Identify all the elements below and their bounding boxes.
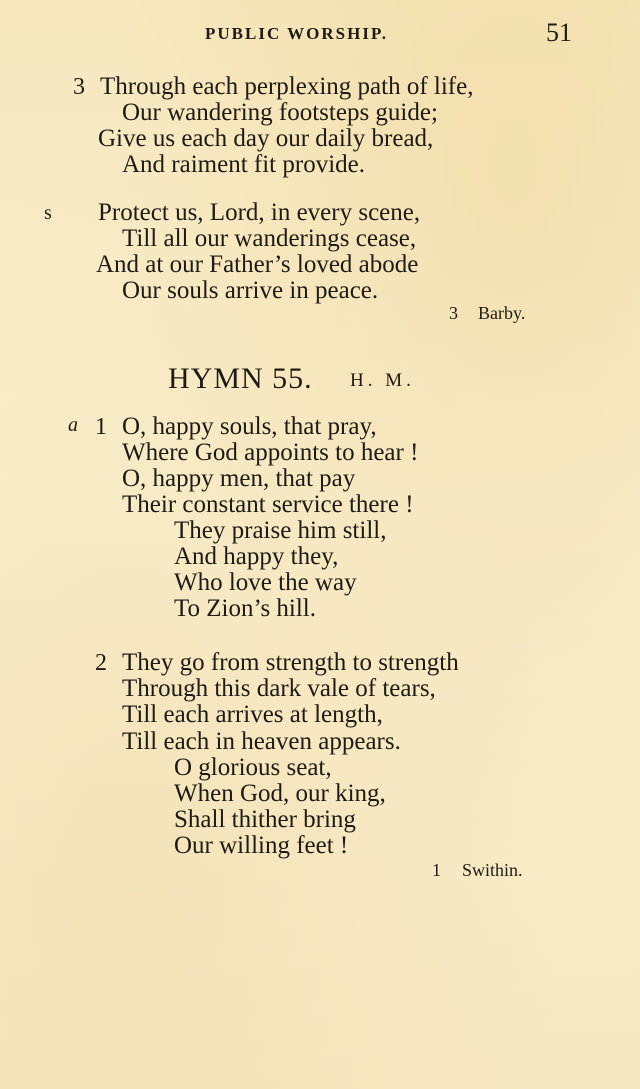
verse-line: They praise him still, <box>174 517 387 544</box>
tune-name: Swithin. <box>462 860 523 880</box>
verse-line: To Zion’s hill. <box>174 595 317 622</box>
verse-line: Where God appoints to hear ! <box>122 439 419 466</box>
page-number: 51 <box>546 18 572 47</box>
verse-line: Till each in heaven appears. <box>122 728 401 755</box>
dynamic-mark: s <box>44 202 52 224</box>
verse-line: O, happy men, that pay <box>122 465 356 492</box>
hymn-title: HYMN 55. <box>168 362 313 395</box>
verse-line: Who love the way <box>174 569 357 596</box>
tune-name: Barby. <box>478 303 526 323</box>
verse-line: Shall thither bring <box>174 806 356 833</box>
hymn-meter: H. M. <box>350 370 415 391</box>
verse-line: Till all our wanderings cease, <box>122 225 417 252</box>
verse-line: And happy they, <box>174 543 339 570</box>
verse-line: Till each arrives at length, <box>122 701 383 728</box>
verse-line: Our willing feet ! <box>174 832 349 859</box>
verse-line: And raiment fit provide. <box>122 151 365 178</box>
running-head: PUBLIC WORSHIP. <box>205 24 389 43</box>
verse-line: Our wandering footsteps guide; <box>122 99 438 126</box>
tune-number: 3 <box>449 303 458 323</box>
stanza-number: 3 <box>73 74 85 100</box>
verse-line: When God, our king, <box>174 780 386 807</box>
dynamic-mark: a <box>68 414 78 436</box>
tune-number: 1 <box>432 860 441 880</box>
verse-line: Their constant service there ! <box>122 491 414 518</box>
stanza-number: 1 <box>95 414 107 440</box>
verse-line: Give us each day our daily bread, <box>98 125 434 152</box>
verse-line: O glorious seat, <box>174 754 332 781</box>
verse-line: Through this dark vale of tears, <box>122 675 436 702</box>
verse-line: And at our Father’s loved abode <box>96 251 419 278</box>
verse-line: They go from strength to strength <box>122 649 459 676</box>
verse-line: Our souls arrive in peace. <box>122 277 379 304</box>
verse-line: Through each perplexing path of life, <box>100 73 474 100</box>
stanza-number: 2 <box>95 650 107 676</box>
verse-line: Protect us, Lord, in every scene, <box>98 199 421 226</box>
verse-line: O, happy souls, that pray, <box>122 413 377 440</box>
